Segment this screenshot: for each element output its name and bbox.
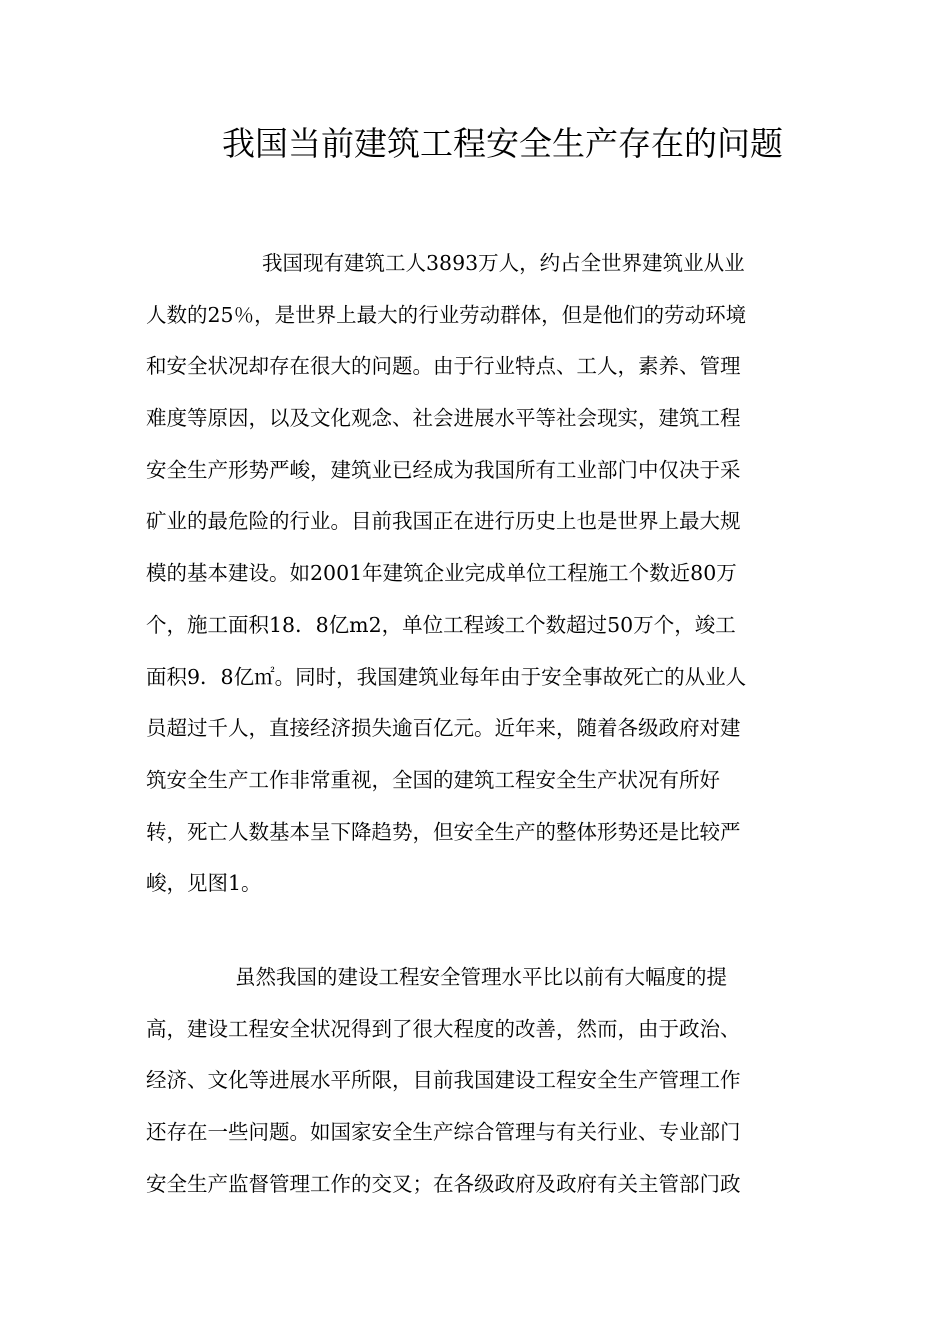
paragraph-line: 面积9．8亿㎡。同时，我国建筑业每年由于安全事故死亡的从业人 [146,664,747,689]
paragraph-1 [146,248,826,920]
paragraph-line: 经济、文化等进展水平所限，目前我国建设工程安全生产管理工作 [146,1068,741,1093]
paragraph-line: 安全生产形势严峻，建筑业已经成为我国所有工业部门中仅决于采 [146,457,741,482]
paragraph-line: 矿业的最危险的行业。目前我国正在进行历史上也是世界上最大规 [146,509,741,534]
page-title: 我国当前建筑工程安全生产存在的问题 [222,124,783,163]
paragraph-line: 员超过千人，直接经济损失逾百亿元。近年来，随着各级政府对建 [146,716,741,741]
paragraph-line: 安全生产监督管理工作的交叉；在各级政府及政府有关主管部门政 [146,1171,741,1196]
paragraph-line: 和安全状况却存在很大的问题。由于行业特点、工人，素养、管理 [146,354,741,379]
paragraph-line: 转，死亡人数基本呈下降趋势，但安全生产的整体形势还是比较严 [146,819,741,844]
paragraph-2 [146,962,826,1220]
paragraph-line: 还存在一些问题。如国家安全生产综合管理与有关行业、专业部门 [146,1120,741,1145]
paragraph-line: 人数的25％，是世界上最大的行业劳动群体，但是他们的劳动环境 [146,302,747,327]
paragraph-line: 虽然我国的建设工程安全管理水平比以前有大幅度的提 [235,965,727,989]
paragraph-line: 难度等原因，以及文化观念、社会进展水平等社会现实，建筑工程 [146,406,741,431]
paragraph-line: 筑安全生产工作非常重视，全国的建筑工程安全生产状况有所好 [146,767,720,792]
paragraph-line: 模的基本建设。如2001年建筑企业完成单位工程施工个数近80万 [146,561,737,586]
paragraph-line: 个，施工面积18．8亿m2，单位工程竣工个数超过50万个，竣工 [146,612,736,637]
paragraph-line: 我国现有建筑工人3893万人，约占全世界建筑业从业 [262,251,745,275]
paragraph-line: 峻，见图1。 [146,871,262,896]
paragraph-line: 高，建设工程安全状况得到了很大程度的改善，然而，由于政治、 [146,1016,741,1041]
